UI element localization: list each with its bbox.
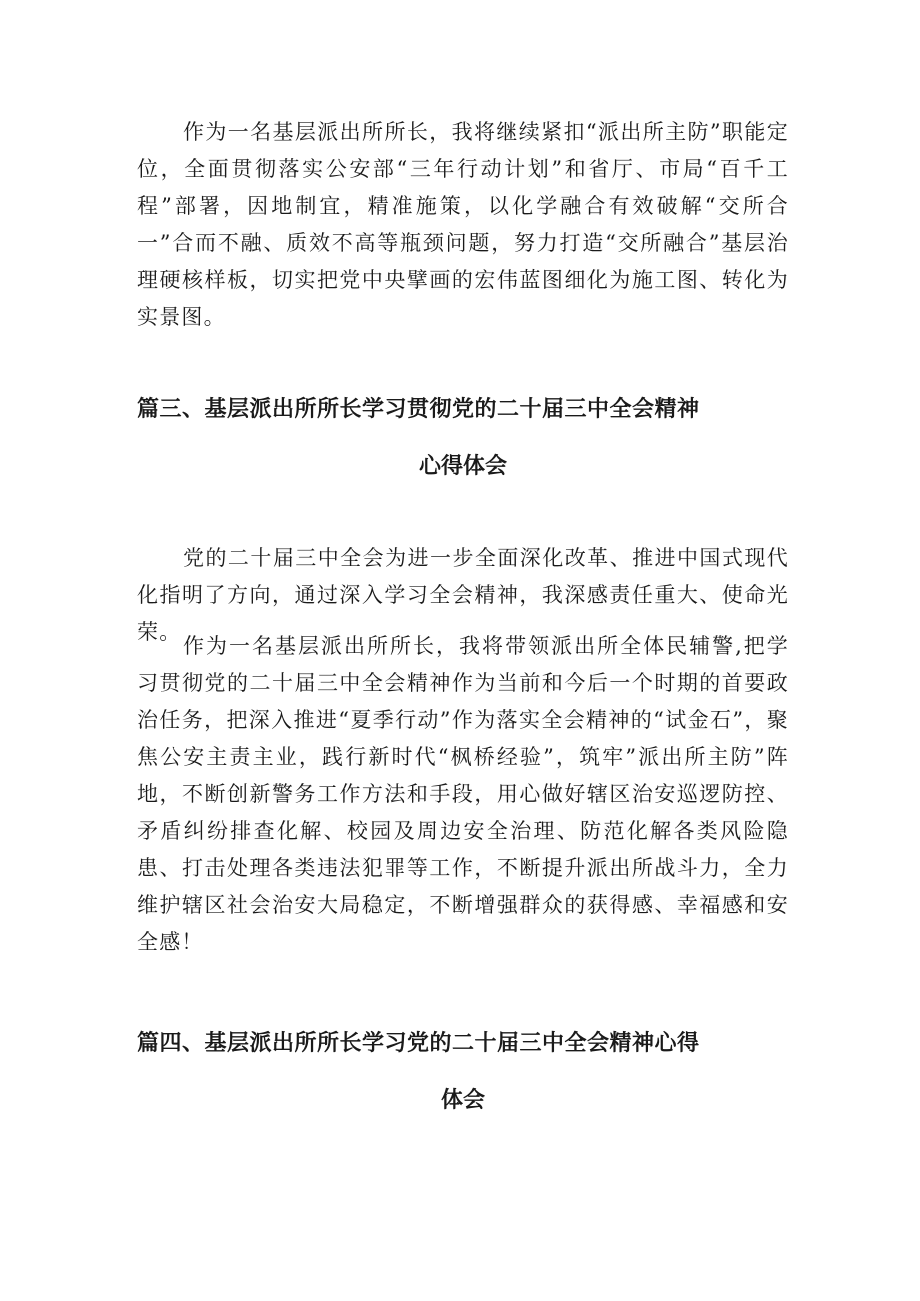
- section-3-title-line-2: 心得体会: [418, 454, 507, 479]
- section-4-heading: [137, 1026, 789, 1114]
- section-4-title-line-2: 体会: [440, 1088, 485, 1113]
- section-3-paragraph-1: 党的二十届三中全会为进一步全面深化改革、推进中国式现代化指明了方向，通过深入学习全会精神，我深感责任重大、使命光荣。: [137, 546, 789, 644]
- intro-paragraph: 作为一名基层派出所所长，我将继续紧扣“派出所主防”职能定位，全面贯彻落实公安部“三年行动计划”和省厅、市局“百千工程”部署，因地制宜，精准施策，以化学融合有效破解“交所合一”合而不融、质效不高等瓶颈问题，努力打造“交所融合”基层治理硬核样板，切实把党中央擘画的宏伟蓝图细化为施工图、转化为实景图。: [137, 120, 789, 329]
- section-3-title-line-1: 篇三、基层派出所所长学习贯彻党的二十届三中全会精神: [137, 397, 700, 422]
- section-3-paragraph-2: 作为一名基层派出所所长，我将带领派出所全体民辅警,把学习贯彻党的二十届三中全会精神作为当前和今后一个时期的首要政治任务，把深入推进“夏季行动”作为落实全会精神的“试金石”，聚焦公安主责主业，践行新时代“枫桥经验”，筑牢”派出所主防”阵地，不断创新警务工作方法和手段，用心做好辖区治安巡逻防控、矛盾纠纷排查化解、校园及周边安全治理、防范化解各类风险隐患、打击处理各类违法犯罪等工作，不断提升派出所战斗力，全力维护辖区社会治安大局稳定，不断增强群众的获得感、幸福感和安全感！: [137, 634, 789, 954]
- section-4-title-line-1: 篇四、基层派出所所长学习党的二十届三中全会精神心得: [137, 1031, 700, 1056]
- section-3-heading: [137, 392, 789, 480]
